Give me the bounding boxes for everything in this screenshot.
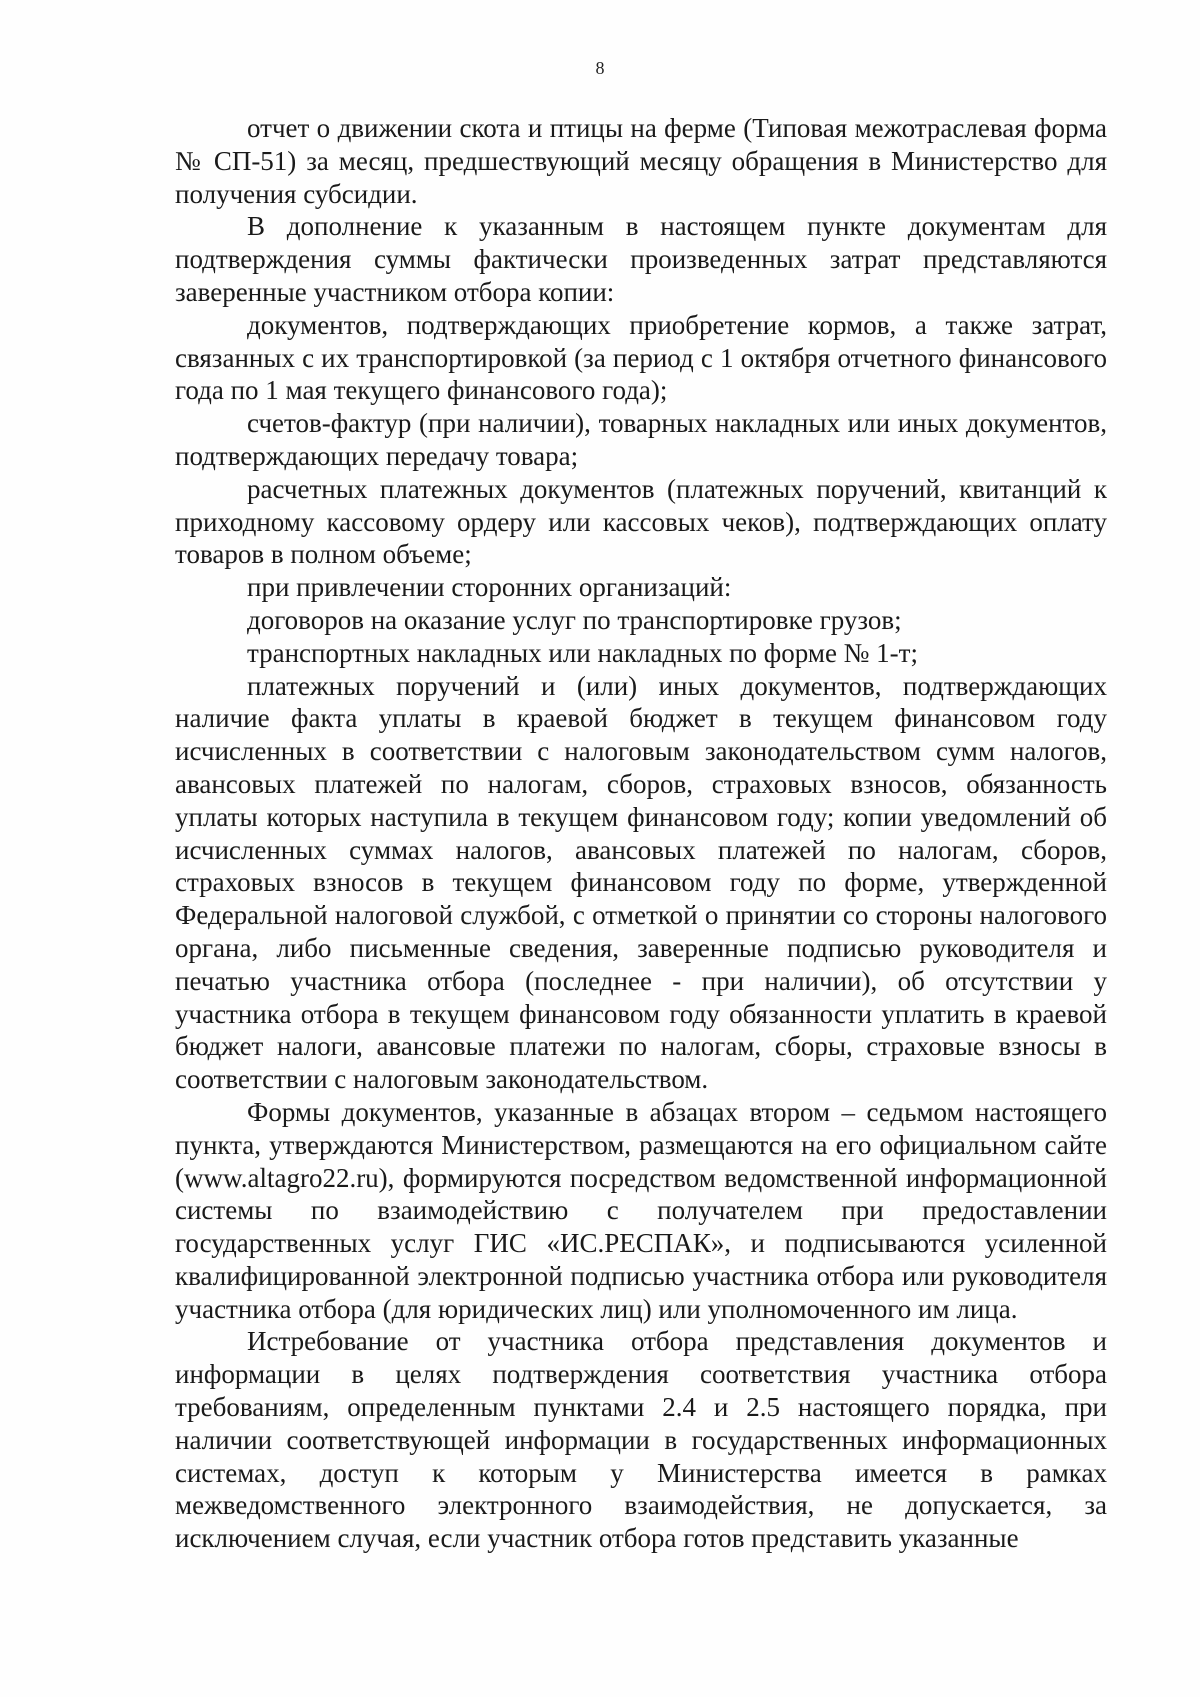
paragraph-5: расчетных платежных документов (платежных поручений, квитанций к приходному кассовому ордеру или кассовых чеков), подтверждающих оплату товаров в полном объеме; bbox=[175, 473, 1107, 570]
paragraph-11: Истребование от участника отбора представления документов и информации в целях подтверждения соответствия участника отбора требованиям, определенным пунктами 2.4 и 2.5 настоящего порядка, при наличии соответствующей информации в государственных информационных системах, доступ к которым у Министерства имеется в рамках межведомственного электронного взаимодействия, не допускается, за исключением случая, если участник отбора готов представить указанные bbox=[175, 1326, 1107, 1554]
paragraph-10: Формы документов, указанные в абзацах втором – седьмом настоящего пункта, утверждаются Министерством, размещаются на его официальном сайте (www.altagro22.ru), формируются посредством ведомственной информационной системы по взаимодействию с получателем при предоставлении государственных услуг ГИС «ИС.РЕСПАК», и подписываются усиленной квалифицированной электронной подписью участника отбора или руководителя участника отбора (для юридических лиц) или уполномоченного им лица. bbox=[175, 1096, 1107, 1324]
document-body bbox=[175, 112, 1107, 1555]
paragraph-4: счетов-фактур (при наличии), товарных накладных или иных документов, подтверждающих передачу товара; bbox=[175, 408, 1107, 471]
paragraph-2: В дополнение к указанным в настоящем пункте документам для подтверждения суммы фактически произведенных затрат представляются заверенные участником отбора копии: bbox=[175, 211, 1107, 307]
paragraph-6: при привлечении сторонних организаций: bbox=[247, 572, 732, 603]
paragraph-8: транспортных накладных или накладных по форме № 1-т; bbox=[247, 637, 918, 668]
paragraph-3: документов, подтверждающих приобретение кормов, а также затрат, связанных с их транспортировкой (за период с 1 октября отчетного финансового года по 1 мая текущего финансового года); bbox=[175, 309, 1107, 406]
page-number: 8 bbox=[595, 58, 605, 78]
paragraph-1: отчет о движении скота и птицы на ферме (Типовая межотраслевая форма № СП-51) за месяц, предшествующий месяцу обращения в Министерство для получения субсидии. bbox=[175, 113, 1107, 209]
paragraph-9: платежных поручений и (или) иных документов, подтверждающих наличие факта уплаты в краевой бюджет в текущем финансовом году исчисленных в соответствии с налоговым законодательством сумм налогов, авансовых платежей по налогам, сборов, страховых взносов, обязанность уплаты которых наступила в текущем финансовом году; копии уведомлений об исчисленных суммах налогов, авансовых платежей по налогам, сборов, страховых взносов в текущем финансовом году по форме, утвержденной Федеральной налоговой службой, с отметкой о принятии со стороны налогового органа, либо письменные сведения, заверенные подписью руководителя и печатью участника отбора (последнее - при наличии), об отсутствии у участника отбора в текущем финансовом году обязанности уплатить в краевой бюджет налоги, авансовые платежи по налогам, сборы, страховые взносы в соответствии с налоговым законодательством. bbox=[175, 670, 1107, 1095]
paragraph-7: договоров на оказание услуг по транспортировке грузов; bbox=[247, 604, 902, 635]
